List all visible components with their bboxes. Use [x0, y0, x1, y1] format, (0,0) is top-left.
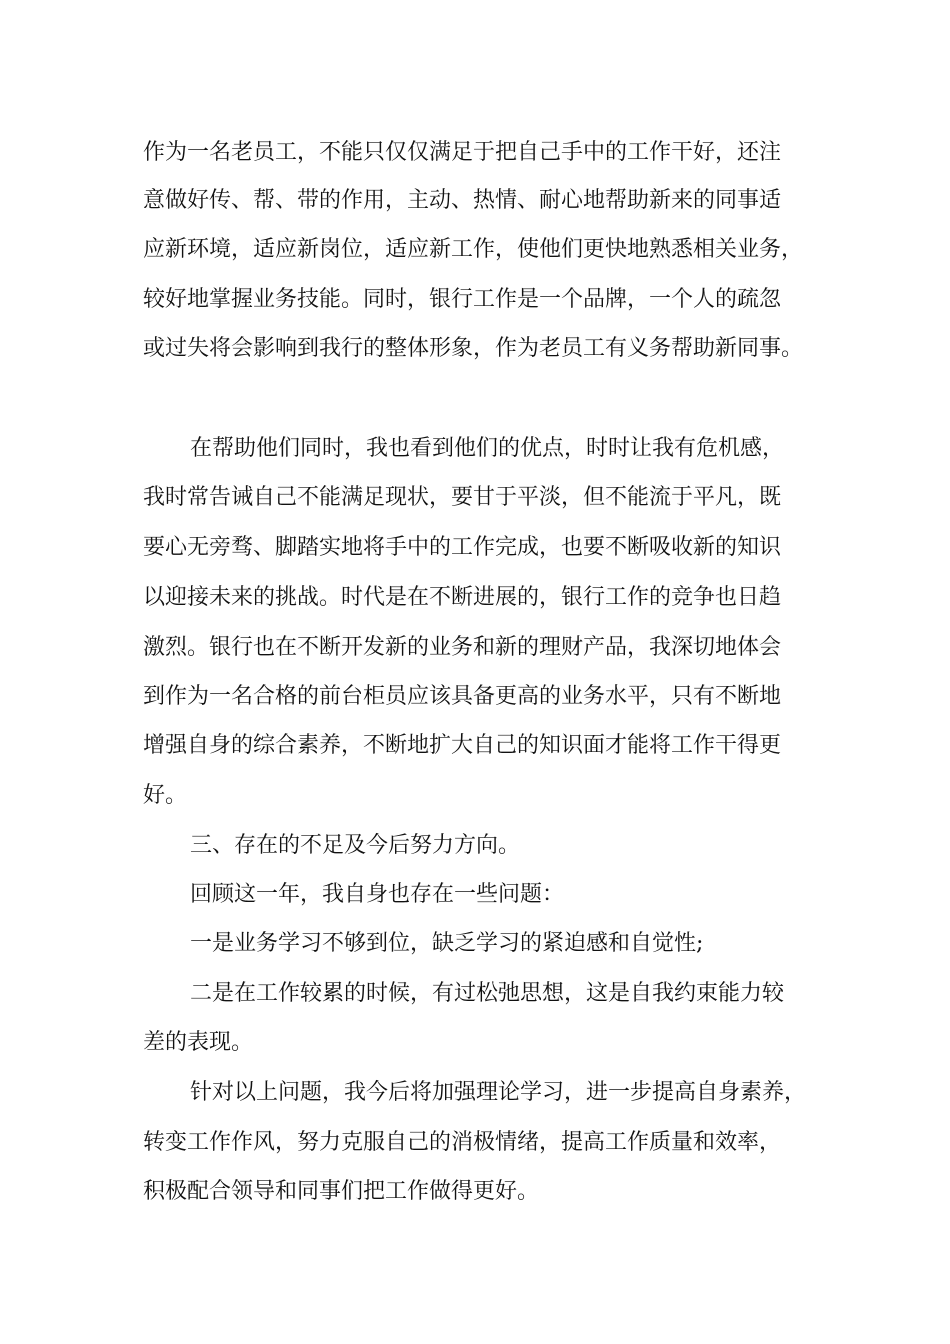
- paragraph-1-line-3: 应新环境，适应新岗位，适应新工作，使他们更快地熟悉相关业务，: [143, 237, 804, 262]
- paragraph-2-line-6: 到作为一名合格的前台柜员应该具备更高的业务水平，只有不断地: [143, 684, 782, 709]
- paragraph-1-line-2: 意做好传、帮、带的作用，主动、热情、耐心地帮助新来的同事适: [143, 188, 782, 213]
- paragraph-2-line-2: 我时常告诫自己不能满足现状，要甘于平淡，但不能流于平凡，既: [143, 485, 782, 510]
- paragraph-2-line-7: 增强自身的综合素养，不断地扩大自己的知识面才能将工作干得更: [143, 733, 782, 758]
- conclusion-line-1: 针对以上问题，我今后将加强理论学习，进一步提高自身素养，: [190, 1080, 807, 1105]
- paragraph-2-line-5: 激烈。银行也在不断开发新的业务和新的理财产品，我深切地体会: [143, 635, 782, 660]
- paragraph-2-line-4: 以迎接未来的挑战。时代是在不断进展的，银行工作的竞争也日趋: [143, 585, 782, 610]
- conclusion-line-2: 转变工作作风，努力克服自己的消极情绪，提高工作质量和效率，: [143, 1130, 782, 1155]
- paragraph-1-line-1: 作为一名老员工，不能只仅仅满足于把自己手中的工作干好，还注: [143, 140, 782, 165]
- paragraph-2-line-1: 在帮助他们同时，我也看到他们的优点，时时让我有危机感，: [190, 436, 785, 461]
- issue-2-line-1: 二是在工作较累的时候，有过松弛思想，这是自我约束能力较: [190, 981, 785, 1006]
- paragraph-2-line-3: 要心无旁骛、脚踏实地将手中的工作完成，也要不断吸收新的知识: [143, 535, 782, 560]
- section-heading: 三、存在的不足及今后努力方向。: [190, 833, 521, 858]
- conclusion-line-3: 积极配合领导和同事们把工作做得更好。: [143, 1179, 540, 1204]
- issue-2-line-2: 差的表现。: [143, 1030, 254, 1055]
- paragraph-1-line-4: 较好地掌握业务技能。同时，银行工作是一个品牌，一个人的疏忽: [143, 287, 782, 312]
- issue-1: 一是业务学习不够到位，缺乏学习的紧迫感和自觉性;: [190, 931, 704, 956]
- paragraph-2-line-8: 好。: [143, 783, 188, 808]
- review-intro: 回顾这一年，我自身也存在一些问题：: [190, 882, 565, 907]
- paragraph-1-line-5: 或过失将会影响到我行的整体形象，作为老员工有义务帮助新同事。: [143, 336, 804, 361]
